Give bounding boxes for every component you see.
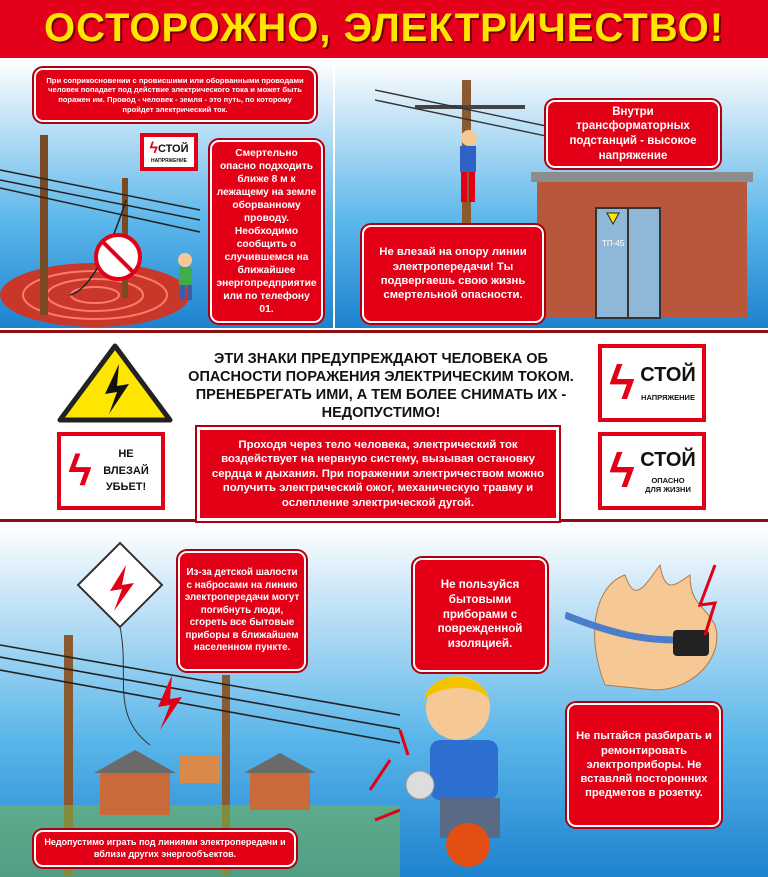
kite-warning: Из-за детской шалости с набросами на линию электропередачи могут погибнуть люди, сгореть все бытовые приборы в ближайшем населенном пункте. xyxy=(178,551,306,671)
lightning-icon: ϟ xyxy=(68,446,92,495)
sign-word: СТОЙ xyxy=(157,143,189,155)
sign-sub: ОПАСНО ДЛЯ ЖИЗНИ xyxy=(645,475,691,494)
substation-note: Внутри трансформаторных подстанций - высокое напряжение xyxy=(546,100,720,168)
broken-wire-note: При соприкосновении с провисшими или оборванными проводами человек попадает под действие электрического тока и может быть поражен им. Провод - человек - земля - это путь, по которому пройдет электрический ток. xyxy=(34,68,316,122)
child-socket-illustration xyxy=(360,660,570,877)
sign-word: СТОЙ xyxy=(640,364,696,386)
door-label: ТП-45 xyxy=(602,239,625,248)
damaged-appliance-warning: Не пользуйся бытовыми приборами с поврежденной изоляцией. xyxy=(413,558,547,672)
poster-title: ОСТОРОЖНО, ЭЛЕКТРИЧЕСТВО! xyxy=(43,6,725,50)
distance-warning: Смертельно опасно подходить ближе 8 м к лежащему на земле оборванному проводу. Необходимо сообщить о случившемся на ближайшее энергопредприятие или по телефону 01. xyxy=(210,140,323,323)
lightning-icon: ϟ xyxy=(609,444,635,498)
stop-voltage-sign xyxy=(598,344,706,422)
lines-warning: Недопустимо играть под линиями электропередачи и вблизи других энергообъектов. xyxy=(34,830,296,867)
stop-danger-sign xyxy=(598,432,706,510)
do-not-climb-sign xyxy=(57,432,165,510)
lightning-icon: ϟ xyxy=(149,140,158,157)
climb-pole-warning: Не влезай на опору линии электропередачи! Ты подвергаешь свою жизнь смертельной опасности. xyxy=(362,225,544,323)
signs-headline: ЭТИ ЗНАКИ ПРЕДУПРЕЖДАЮТ ЧЕЛОВЕКА ОБ ОПАСНОСТИ ПОРАЖЕНИЯ ЭЛЕКТРИЧЕСКИМ ТОКОМ. ПРЕНЕБРЕГАТЬ ИМИ, А ТЕМ БОЛЕЕ СНИМАТЬ ИХ - НЕДОПУСТИМО! xyxy=(188,351,574,422)
damaged-cord-illustration xyxy=(565,545,768,695)
repair-warning: Не пытайся разбирать и ремонтировать электроприборы. Не вставляй посторонних предметов в розетку. xyxy=(567,703,721,827)
sign-sub: НАПРЯЖЕНИЕ xyxy=(641,393,695,402)
lightning-icon: ϟ xyxy=(609,356,635,410)
high-voltage-triangle-icon xyxy=(57,342,173,424)
sign-sub: НАПРЯЖЕНИЕ xyxy=(151,158,187,164)
body-current-note: Проходя через тело человека, электрический ток воздействует на нервную систему, вызывая остановку сердца и дыхания. При поражении электричеством можно получить электрический ожог, механическую травму и ослепление электрической дугой. xyxy=(197,427,559,521)
stop-voltage-sign-small xyxy=(140,133,198,171)
sign-word: НЕ ВЛЕЗАЙ УБЬЕТ! xyxy=(103,448,149,494)
sign-word: СТОЙ xyxy=(640,448,696,471)
